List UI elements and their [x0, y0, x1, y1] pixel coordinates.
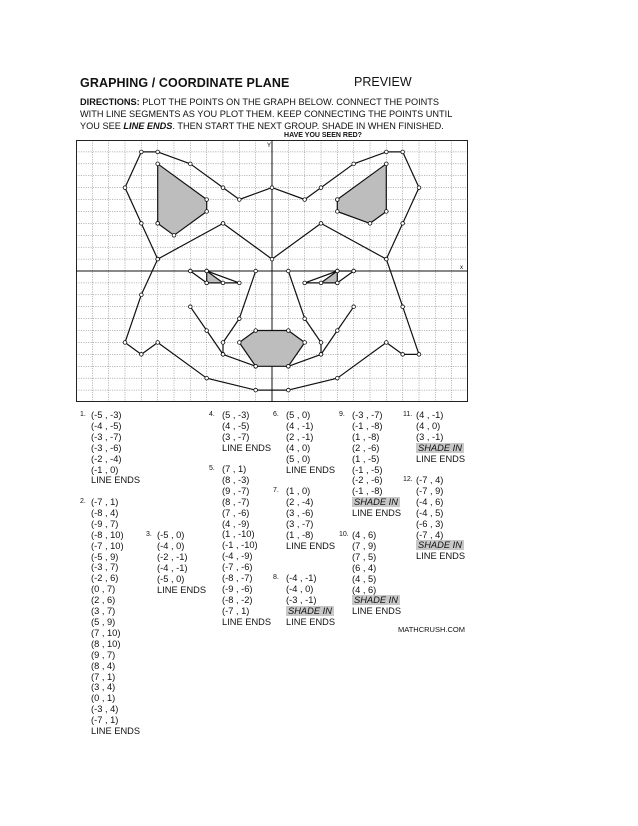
coordinate-pair: (-8 , 10)	[91, 529, 124, 540]
plotted-point	[401, 222, 405, 226]
plotted-point	[401, 305, 405, 309]
plotted-point	[140, 293, 144, 297]
group-number: 11.	[403, 411, 413, 418]
preview-label: PREVIEW	[354, 75, 412, 89]
coordinate-pair: (-3 , -7)	[352, 410, 383, 420]
coordinate-pair: (8 , -3)	[222, 474, 250, 485]
line-ends-label: LINE ENDS	[286, 616, 336, 627]
coordinate-pair: (5 , 9)	[91, 616, 116, 627]
plotted-point	[205, 198, 209, 202]
plotted-point	[303, 281, 307, 285]
plotted-point	[336, 210, 340, 214]
group-number: 1.	[80, 411, 86, 418]
plotted-point	[336, 198, 340, 202]
coordinate-pair: (0 , 1)	[91, 693, 116, 704]
plotted-point	[205, 281, 209, 285]
coordinate-plane	[76, 140, 468, 402]
shade-in-highlight: SHADE IN	[288, 605, 332, 616]
coordinate-pair: (8 , 4)	[91, 660, 116, 671]
plotted-point	[401, 150, 405, 154]
plotted-point	[352, 305, 356, 309]
coordinate-pair: (-7 , 4)	[416, 529, 444, 540]
line-ends-label: LINE ENDS	[352, 606, 402, 617]
coordinate-pair: (-4 , -9)	[222, 551, 253, 562]
plotted-point	[189, 162, 193, 166]
directions-emphasis: LINE ENDS	[123, 121, 173, 131]
coordinate-pair: (-4 , 5)	[416, 507, 444, 518]
coordinate-pair: (1 , -8)	[352, 431, 380, 442]
plotted-point	[172, 233, 176, 237]
plotted-point	[140, 222, 144, 226]
plotted-point	[140, 353, 144, 357]
coordinate-pair: (4 , -1)	[286, 420, 314, 431]
coordinate-pair: (-2 , -6)	[352, 475, 383, 486]
coordinate-pair: (4 , -5)	[222, 420, 250, 431]
coordinate-pair: (9 , -7)	[222, 485, 250, 496]
coordinate-pair: (-7 , 1)	[91, 497, 119, 507]
plotted-point	[287, 329, 291, 333]
plotted-point	[385, 341, 389, 345]
coordinate-pair: (-1 , -8)	[352, 486, 383, 497]
group-number: 10.	[339, 531, 349, 538]
line-ends-label: LINE ENDS	[286, 540, 336, 551]
line-ends-label: LINE ENDS	[222, 442, 272, 453]
coordinate-pair: (7 , -6)	[222, 507, 250, 518]
plotted-point	[123, 186, 127, 190]
coordinate-pair: (-2 , -4)	[91, 453, 122, 464]
coordinate-pair: (-9 , 7)	[91, 518, 119, 529]
coordinate-pair: (6 , 4)	[352, 562, 377, 573]
plotted-point	[205, 376, 209, 380]
coordinate-pair: (5 , -3)	[222, 410, 250, 420]
coordinate-pair: (1 , -5)	[352, 453, 380, 464]
group-coordinates	[222, 464, 271, 628]
coordinate-pair: (5 , 0)	[286, 453, 311, 464]
coordinate-pair: (3 , 7)	[91, 606, 116, 617]
y-axis-label: Y	[267, 143, 272, 149]
group-coordinates	[157, 530, 206, 595]
plotted-point	[417, 353, 421, 357]
coordinate-pair: (4 , 6)	[352, 530, 377, 540]
coordinate-pair: (7 , 9)	[352, 540, 377, 551]
group-coordinates	[352, 530, 401, 617]
group-number: 7.	[273, 487, 279, 494]
group-coordinates	[91, 497, 140, 737]
coordinate-pair: (-4 , -1)	[286, 573, 317, 583]
coordinate-pair: (-2 , 6)	[91, 573, 119, 584]
group-coordinates	[416, 475, 465, 562]
plotted-point	[287, 364, 291, 368]
coordinate-pair: (3 , -6)	[286, 507, 314, 518]
coordinate-pair: (-5 , -3)	[91, 410, 122, 420]
plotted-point	[254, 269, 258, 273]
shade-in-label	[286, 606, 335, 617]
coordinate-pair: (-5 , 0)	[157, 573, 185, 584]
shade-in-highlight: SHADE IN	[418, 540, 462, 551]
coordinate-pair: (3 , 4)	[91, 682, 116, 693]
line-ends-label: LINE ENDS	[222, 616, 272, 627]
plotted-point	[319, 341, 323, 345]
line-ends-label: LINE ENDS	[416, 551, 466, 562]
coordinate-pair: (9 , 7)	[91, 649, 116, 660]
line-ends-label: LINE ENDS	[91, 475, 141, 486]
plotted-point	[319, 222, 323, 226]
plotted-point	[238, 317, 242, 321]
plotted-point	[287, 269, 291, 273]
plotted-point	[385, 257, 389, 261]
group-number: 6.	[273, 411, 279, 418]
plotted-point	[205, 329, 209, 333]
plotted-point	[238, 281, 242, 285]
group-number: 9.	[339, 411, 345, 418]
plotted-point	[417, 186, 421, 190]
coordinate-pair: (-1 , -8)	[352, 420, 383, 431]
shaded-region	[158, 164, 207, 236]
coordinate-pair: (-4 , -5)	[91, 420, 122, 431]
coordinate-pair: (8 , 10)	[91, 638, 121, 649]
plotted-point	[336, 376, 340, 380]
coordinate-pair: (-9 , -6)	[222, 583, 253, 594]
directions	[80, 96, 460, 132]
coordinate-pair: (-1 , -10)	[222, 540, 258, 551]
coordinate-pair: (-4 , 6)	[416, 496, 444, 507]
plotted-point	[319, 353, 323, 357]
group-coordinates	[286, 410, 335, 475]
group-number: 4.	[209, 411, 215, 418]
plotted-point	[336, 329, 340, 333]
group-coordinates	[91, 410, 140, 486]
plotted-point	[221, 341, 225, 345]
directions-text-2: . THEN START THE NEXT GROUP. SHADE IN WHEN FINISHED.	[172, 121, 444, 131]
coordinate-pair: (1 , -10)	[222, 529, 255, 540]
shade-in-label	[416, 443, 465, 454]
group-number: 2.	[80, 498, 86, 505]
plotted-point	[156, 257, 160, 261]
coordinate-pair: (4 , 6)	[352, 584, 377, 595]
coordinate-pair: (-1 , -5)	[352, 464, 383, 475]
coordinate-pair: (-7 , 1)	[91, 715, 119, 726]
plotted-point	[156, 222, 160, 226]
x-axis-label: x	[460, 265, 463, 271]
coordinate-pair: (4 , -9)	[222, 518, 250, 529]
coordinate-pair: (-4 , -1)	[157, 562, 188, 573]
plotted-point	[303, 198, 307, 202]
plotted-point	[156, 162, 160, 166]
plotted-point	[238, 341, 242, 345]
plotted-point	[221, 353, 225, 357]
shade-in-highlight: SHADE IN	[354, 497, 398, 508]
coordinate-pair: (-7 , 1)	[222, 605, 250, 616]
coordinate-pair: (-5 , 9)	[91, 551, 119, 562]
group-number: 12.	[403, 476, 413, 483]
group-coordinates	[286, 573, 335, 628]
shade-in-highlight: SHADE IN	[354, 595, 398, 606]
line-ends-label: LINE ENDS	[157, 584, 207, 595]
coordinate-pair: (3 , -1)	[416, 431, 444, 442]
coordinate-pair: (7 , 1)	[222, 464, 247, 474]
plotted-point	[303, 317, 307, 321]
plotted-point	[205, 210, 209, 214]
plotted-point	[385, 150, 389, 154]
coordinate-pair: (3 , -7)	[222, 431, 250, 442]
coordinate-pair: (5 , 0)	[286, 410, 311, 420]
group-coordinates	[352, 410, 401, 519]
plotted-point	[221, 222, 225, 226]
coordinate-pair: (2 , -4)	[286, 496, 314, 507]
directions-text-1: PLOT THE POINTS ON THE GRAPH BELOW. CONNECT THE POINTS WITH LINE SEGMENTS AS YOU PLOT THEM. KEEP CONNECTING THE POINTS UNTIL YOU SEE	[80, 97, 452, 131]
footer-credit: MATHCRUSH.COM	[398, 625, 465, 634]
coordinate-pair: (7 , 10)	[91, 627, 121, 638]
coordinate-pair: (-1 , 0)	[91, 464, 119, 475]
group-coordinates	[222, 410, 271, 454]
plotted-point	[254, 364, 258, 368]
plotted-point	[254, 388, 258, 392]
coordinate-pair: (-8 , -2)	[222, 594, 253, 605]
coordinate-pair: (-3 , 7)	[91, 562, 119, 573]
group-number: 3.	[146, 531, 152, 538]
shade-in-label	[352, 595, 401, 606]
coordinate-pair: (3 , -7)	[286, 518, 314, 529]
line-ends-label: LINE ENDS	[91, 726, 141, 737]
coordinate-pair: (-6 , 3)	[416, 518, 444, 529]
plotted-point	[368, 222, 372, 226]
coordinate-pair: (-7 , 9)	[416, 485, 444, 496]
shade-in-label	[416, 540, 465, 551]
coordinate-pair: (2 , -1)	[286, 431, 314, 442]
plotted-point	[156, 341, 160, 345]
line-ends-label: LINE ENDS	[286, 464, 336, 475]
coordinate-pair: (8 , -7)	[222, 496, 250, 507]
coordinate-pair: (1 , 0)	[286, 486, 311, 496]
coordinate-pair: (-8 , 4)	[91, 507, 119, 518]
directions-label: DIRECTIONS:	[80, 97, 140, 107]
plotted-point	[319, 281, 323, 285]
coordinate-pair: (-4 , 0)	[286, 583, 314, 594]
group-coordinates	[286, 486, 335, 551]
group-number: 8.	[273, 574, 279, 581]
shade-in-highlight: SHADE IN	[418, 442, 462, 453]
plotted-point	[352, 162, 356, 166]
coordinate-pair: (1 , -8)	[286, 529, 314, 540]
plotted-point	[385, 210, 389, 214]
plotted-point	[336, 281, 340, 285]
coordinate-pair: (0 , 7)	[91, 584, 116, 595]
coordinate-pair: (-5 , 0)	[157, 530, 185, 540]
group-number: 5.	[209, 465, 215, 472]
line-ends-label: LINE ENDS	[352, 508, 402, 519]
plotted-point	[303, 341, 307, 345]
plotted-point	[238, 198, 242, 202]
plotted-point	[221, 281, 225, 285]
group-coordinates	[416, 410, 465, 465]
coordinate-pair: (4 , 0)	[416, 420, 441, 431]
plotted-point	[140, 150, 144, 154]
plotted-point	[336, 269, 340, 273]
coordinate-pair: (-8 , -7)	[222, 573, 253, 584]
plotted-point	[156, 150, 160, 154]
coordinate-pair: (4 , 0)	[286, 442, 311, 453]
plotted-point	[254, 329, 258, 333]
coordinate-pair: (-7 , 10)	[91, 540, 124, 551]
coordinate-pair: (2 , -6)	[352, 442, 380, 453]
plotted-point	[189, 305, 193, 309]
plotted-point	[385, 162, 389, 166]
plotted-point	[319, 186, 323, 190]
plotted-point	[189, 269, 193, 273]
coordinate-pair: (7 , 1)	[91, 671, 116, 682]
plotted-point	[205, 269, 209, 273]
coordinate-pair: (-7 , 4)	[416, 475, 444, 485]
coordinate-pair: (4 , -1)	[416, 410, 444, 420]
plotted-point	[270, 186, 274, 190]
plotted-point	[352, 269, 356, 273]
coordinate-pair: (-7 , -6)	[222, 562, 253, 573]
coordinate-pair: (-4 , 0)	[157, 540, 185, 551]
line-ends-label: LINE ENDS	[416, 453, 466, 464]
coordinate-pair: (-2 , -1)	[157, 551, 188, 562]
coordinate-pair: (-3 , 4)	[91, 704, 119, 715]
plotted-point	[123, 341, 127, 345]
page-title: GRAPHING / COORDINATE PLANE	[80, 76, 290, 90]
coordinate-pair: (-3 , -1)	[286, 594, 317, 605]
plotted-point	[221, 186, 225, 190]
plotted-point	[270, 257, 274, 261]
coordinate-pair: (-3 , -6)	[91, 442, 122, 453]
coordinate-pair: (-3 , -7)	[91, 431, 122, 442]
coordinate-pair: (7 , 5)	[352, 551, 377, 562]
shade-in-label	[352, 497, 401, 508]
plotted-point	[401, 353, 405, 357]
coordinate-pair: (4 , 5)	[352, 573, 377, 584]
graph-subtitle: HAVE YOU SEEN RED?	[284, 132, 362, 139]
plotted-point	[287, 388, 291, 392]
coordinate-pair: (2 , 6)	[91, 595, 116, 606]
